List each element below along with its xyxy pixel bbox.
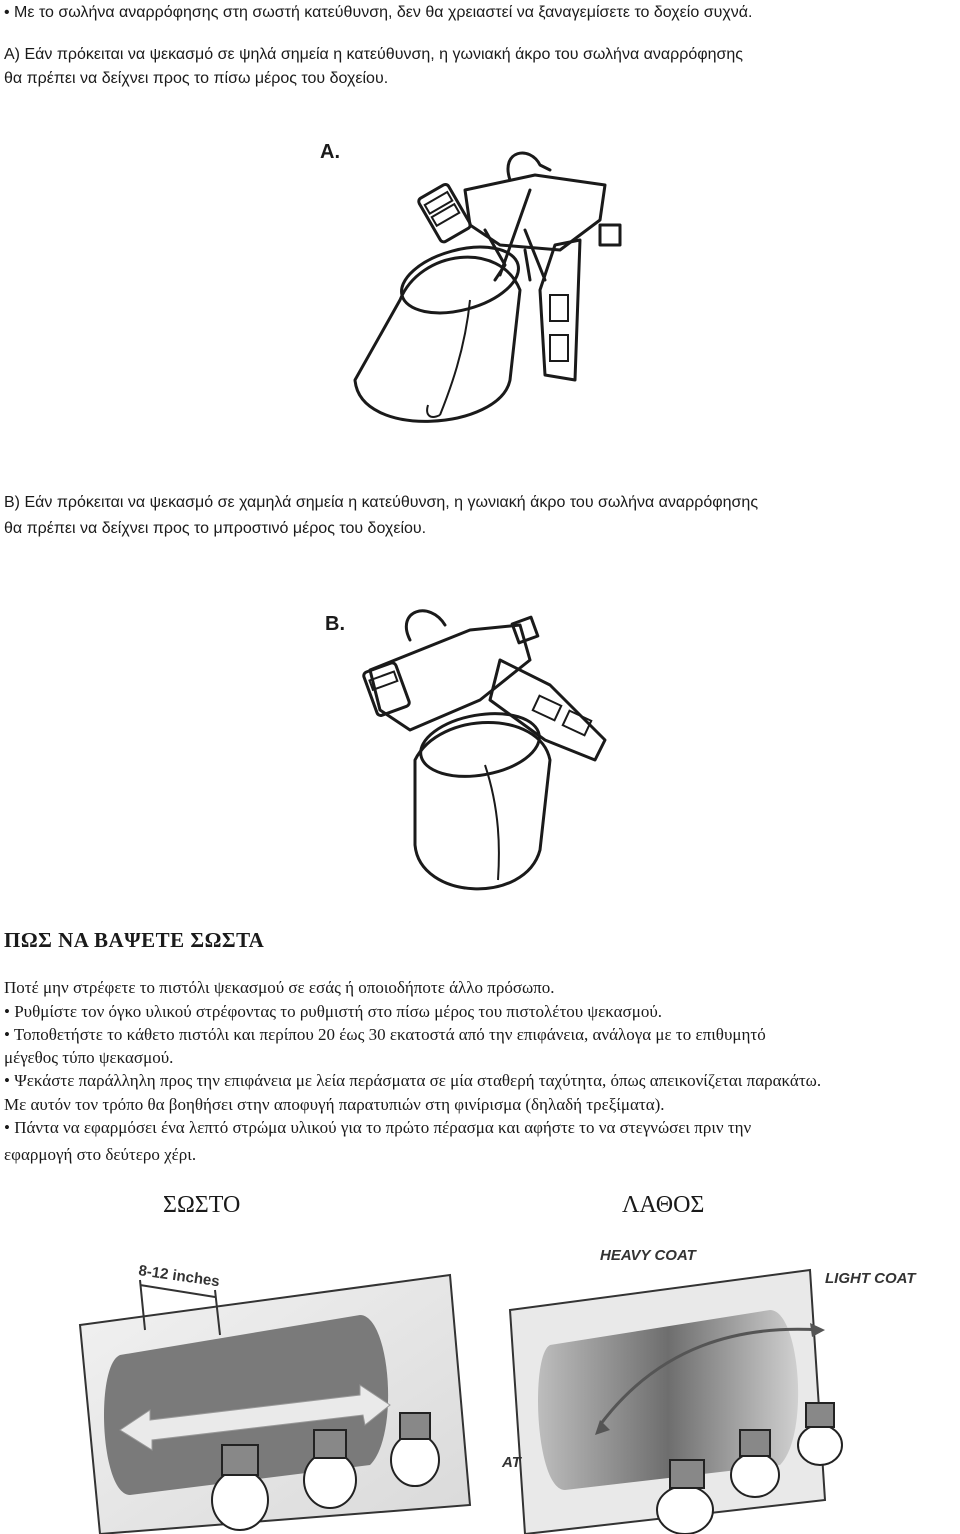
instruction-b-line2: θα πρέπει να δείχνει προς το μπροστινό μέρος του δοχείου. xyxy=(4,520,427,537)
correct-spray-illustration xyxy=(60,1255,490,1534)
distance-label: 8-12 inches xyxy=(137,1262,221,1291)
spray-gun-figure-b xyxy=(320,590,620,900)
instruction-a-line1: Α) Εάν πρόκειται να ψεκασμό σε ψηλά σημεία η κατεύθυνση, η γωνιακή άκρο του σωλήνα αναρρόφησης xyxy=(4,46,743,63)
correct-title: ΣΩΣΤΟ xyxy=(163,1192,241,1218)
figure-a-label: A. xyxy=(320,141,340,163)
instruction-line: • Ρυθμίστε τον όγκο υλικού στρέφοντας το ρυθμιστή στο πίσω μέρος του πιστολέτου ψεκασμού. xyxy=(4,1002,662,1021)
spray-gun-figure-a xyxy=(300,130,630,450)
instruction-b-line1: Β) Εάν πρόκειται να ψεκασμό σε χαμηλά σημεία η κατεύθυνση, η γωνιακή άκρο του σωλήνα αναρρόφησης xyxy=(4,494,759,511)
instruction-a-line2: θα πρέπει να δείχνει προς το πίσω μέρος του δοχείου. xyxy=(4,70,389,87)
instruction-line: εφαρμογή στο δεύτερο χέρι. xyxy=(4,1145,197,1164)
wrong-spray-illustration xyxy=(490,1235,916,1534)
heavy-coat-label: HEAVY COAT xyxy=(600,1247,696,1264)
cut-label: AT xyxy=(502,1454,521,1471)
instruction-line: • Ψεκάστε παράλληλη προς την επιφάνεια με λεία περάσματα σε μία σταθερή ταχύτητα, όπως απεικονίζεται παρακάτω. xyxy=(4,1071,822,1090)
instruction-line: • Τοποθετήστε το κάθετο πιστόλι και περίπου 20 έως 30 εκατοστά από την επιφάνεια, ανάλογα με το επιθυμητό xyxy=(4,1025,766,1044)
instruction-line: Ποτέ μην στρέφετε το πιστόλι ψεκασμού σε εσάς ή οποιοδήποτε άλλο πρόσωπο. xyxy=(4,978,555,997)
instruction-line: • Πάντα να εφαρμόσει ένα λεπτό στρώμα υλικού για το πρώτο πέρασμα και αφήστε το να στεγνώσει πριν την xyxy=(4,1118,752,1137)
instruction-line: Με αυτόν τον τρόπο θα βοηθήσει στην αποφυγή παρατυπιών στη φινίρισμα (δηλαδή τρεξίματα). xyxy=(4,1095,665,1114)
instruction-line: μέγεθος τύπο ψεκασμού. xyxy=(4,1048,174,1067)
section-heading: ΠΩΣ ΝΑ ΒΑΨΕΤΕ ΣΩΣΤΑ xyxy=(4,928,265,952)
intro-text: • Με το σωλήνα αναρρόφησης στη σωστή κατεύθυνση, δεν θα χρειαστεί να ξαναγεμίσετε το δοχείο συχνά. xyxy=(4,4,753,21)
wrong-title: ΛΑΘΟΣ xyxy=(622,1192,705,1218)
light-coat-label: LIGHT COAT xyxy=(825,1270,916,1287)
figure-b-label: B. xyxy=(325,613,345,635)
